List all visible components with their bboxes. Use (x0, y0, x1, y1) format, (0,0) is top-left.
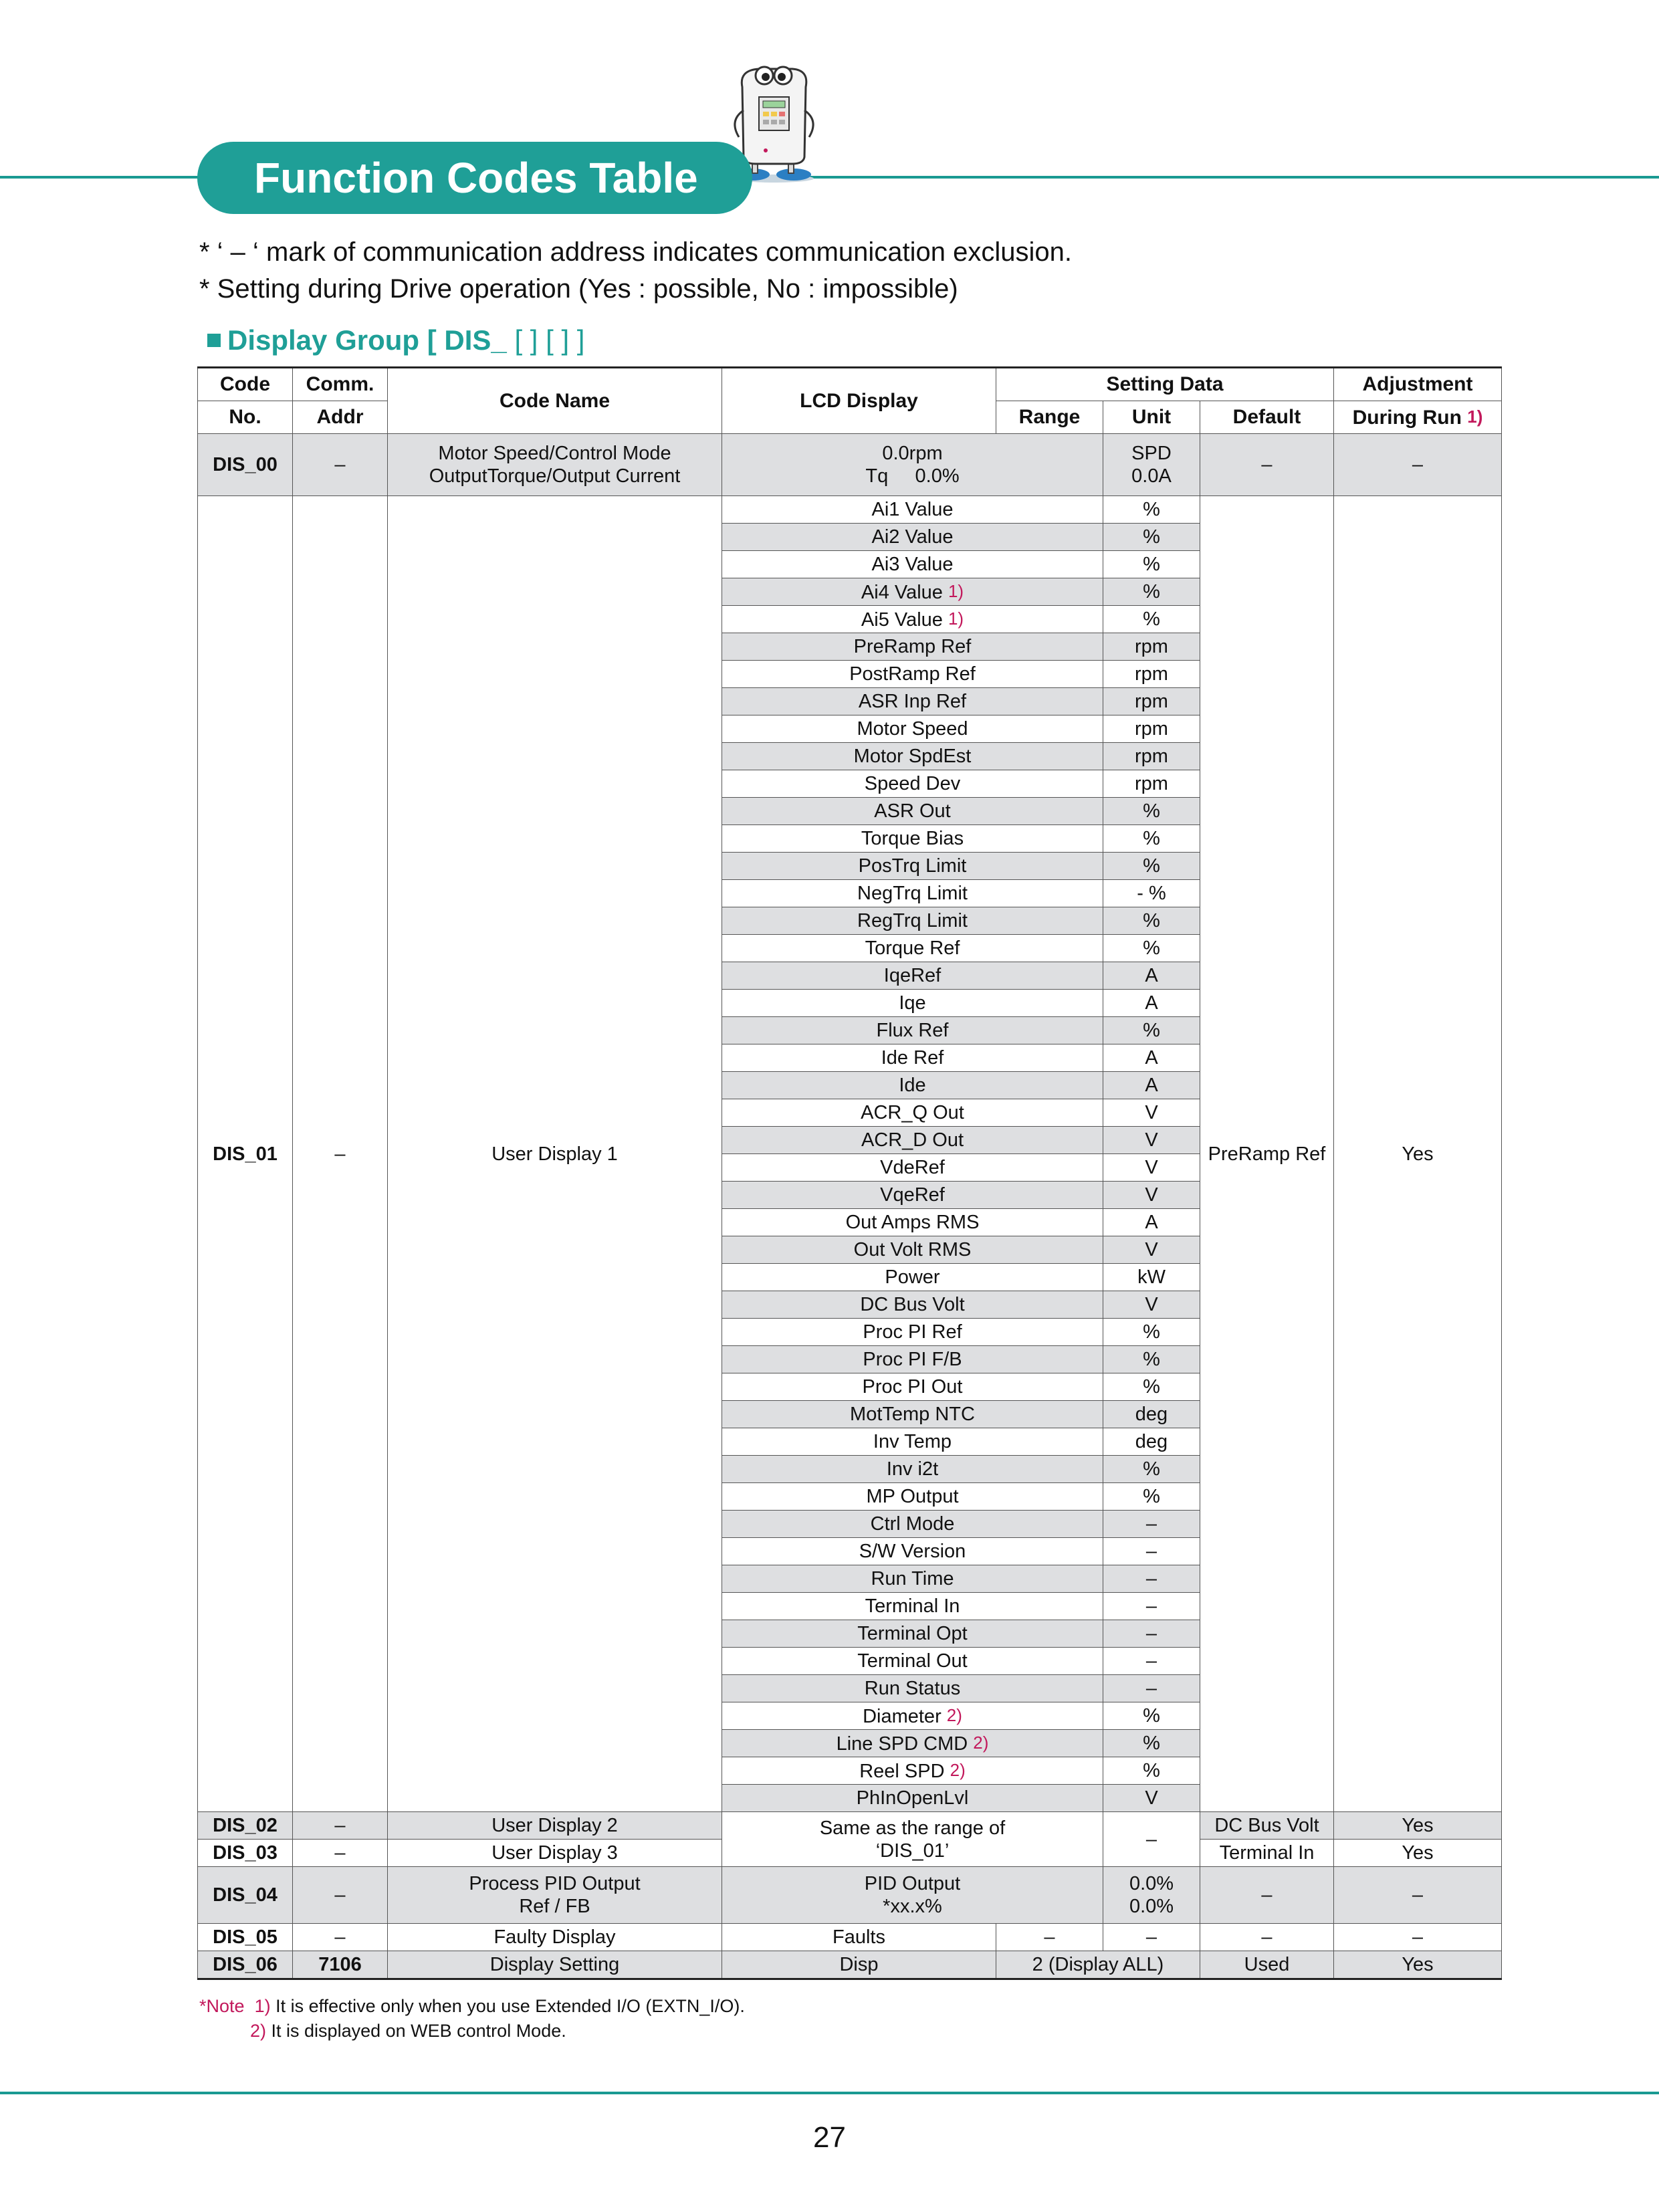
lcd-cell (722, 1785, 1103, 1812)
lcd-cell (722, 633, 1103, 661)
unit-cell: V (1103, 1182, 1200, 1209)
code-cell: DIS_01 (198, 496, 293, 1812)
lcd-text: DC Bus Volt (860, 1294, 965, 1315)
lcd-cell (722, 743, 1103, 770)
lcd-cell (722, 551, 1103, 578)
unit-cell: % (1103, 1483, 1200, 1511)
lcd-text: Terminal In (865, 1595, 960, 1617)
lcd-text: IqeRef (883, 965, 942, 986)
unit-cell: deg (1103, 1428, 1200, 1456)
lcd-text: ASR Out (874, 800, 951, 822)
header-default: Default (1200, 401, 1334, 434)
lcd-cell (722, 524, 1103, 551)
unit-cell: % (1103, 1319, 1200, 1346)
lcd-text: MotTemp NTC (850, 1404, 975, 1425)
unit-cell: % (1103, 1346, 1200, 1373)
unit-cell: A (1103, 962, 1200, 990)
bullet-square-icon (207, 334, 221, 347)
lcd-text: VqeRef (880, 1184, 945, 1206)
unit-cell: % (1103, 1730, 1200, 1757)
page-title: Function Codes Table (197, 142, 752, 214)
run-cell: – (1334, 1924, 1502, 1951)
addr-cell: – (293, 1812, 388, 1840)
unit-cell: rpm (1103, 661, 1200, 688)
default-cell: – (1200, 434, 1334, 496)
lcd-cell (722, 1017, 1103, 1044)
lcd-cell (722, 1264, 1103, 1291)
header-row-1 (198, 368, 1502, 401)
header-during-run-note: 1) (1467, 407, 1483, 427)
unit-cell: A (1103, 1209, 1200, 1236)
table-row-dis06 (198, 1951, 1502, 1979)
footnote-1-mark: 1) (254, 1996, 271, 2016)
lcd-note: 1) (948, 581, 964, 601)
lcd-cell (722, 1209, 1103, 1236)
lcd-cell (722, 1319, 1103, 1346)
header-comm: Comm. (293, 368, 388, 401)
lcd-line1: PID Output (864, 1873, 961, 1894)
lcd-cell (722, 496, 1103, 524)
lcd-text: PosTrq Limit (858, 855, 967, 877)
unit-cell: – (1103, 1620, 1200, 1648)
lcd-note: 1) (948, 609, 964, 629)
unit-line1: SPD (1131, 443, 1172, 464)
lcd-line2: *xx.x% (883, 1896, 942, 1917)
run-cell: – (1334, 434, 1502, 496)
lcd-text: Motor SpdEst (853, 746, 972, 767)
header-unit: Unit (1103, 401, 1200, 434)
group-code-tail: [ ] [ ] ] (514, 324, 585, 356)
unit-line2: 0.0A (1131, 465, 1172, 487)
lcd-text: Proc PI Out (862, 1376, 963, 1398)
lcd-cell (722, 1127, 1103, 1154)
header-during-run-label: During Run (1352, 407, 1462, 429)
lcd-cell (722, 935, 1103, 962)
unit-cell: deg (1103, 1401, 1200, 1428)
unit-cell: % (1103, 825, 1200, 853)
lcd-cell (722, 606, 1103, 633)
unit-cell: – (1103, 1538, 1200, 1565)
lcd-text: Torque Bias (861, 828, 964, 849)
unit-cell: V (1103, 1099, 1200, 1127)
lcd-text: Speed Dev (864, 773, 961, 794)
header-code-name: Code Name (388, 368, 722, 434)
default-cell: Terminal In (1200, 1840, 1334, 1867)
group-code: [ DIS_ (427, 324, 507, 356)
addr-cell: – (293, 434, 388, 496)
lcd-cell (722, 1236, 1103, 1264)
unit-cell: % (1103, 578, 1200, 606)
lcd-cell (722, 1291, 1103, 1319)
lcd-cell (722, 1702, 1103, 1730)
addr-cell: – (293, 1840, 388, 1867)
unit-cell: V (1103, 1127, 1200, 1154)
unit-cell: rpm (1103, 743, 1200, 770)
code-name-cell (388, 434, 722, 496)
lcd-cell (722, 907, 1103, 935)
unit-cell: % (1103, 1702, 1200, 1730)
lcd-cell (722, 434, 1103, 496)
addr-cell: – (293, 1867, 388, 1924)
lcd-text: VdeRef (880, 1157, 945, 1178)
lcd-cell (722, 962, 1103, 990)
function-codes-table (197, 366, 1502, 1980)
lcd-cell (722, 990, 1103, 1017)
lcd-text: Ai1 Value (871, 499, 954, 520)
footnote-label: *Note (199, 1996, 245, 2016)
table-row-dis04 (198, 1867, 1502, 1924)
lcd-cell (722, 825, 1103, 853)
unit-cell: % (1103, 1456, 1200, 1483)
lcd-line1: Same as the range of (819, 1817, 1006, 1839)
lcd-note: 2) (950, 1760, 966, 1780)
lcd-cell (722, 1099, 1103, 1127)
lcd-cell: Faults (722, 1924, 996, 1951)
header-during-run (1334, 401, 1502, 434)
lcd-cell (722, 1675, 1103, 1702)
lcd-text: Flux Ref (876, 1020, 949, 1041)
range-unit-cell: 2 (Display ALL) (996, 1951, 1200, 1979)
lcd-cell (722, 880, 1103, 907)
lcd-cell (722, 1483, 1103, 1511)
code-name-line2: Ref / FB (519, 1896, 590, 1917)
lcd-cell (722, 578, 1103, 606)
unit-cell: rpm (1103, 688, 1200, 715)
lcd-cell (722, 1538, 1103, 1565)
lcd-text: Proc PI Ref (863, 1321, 962, 1343)
default-cell: – (1200, 1924, 1334, 1951)
header-no: No. (198, 401, 293, 434)
unit-cell: A (1103, 990, 1200, 1017)
code-name-line2: OutputTorque/Output Current (429, 465, 681, 487)
lcd-text: Iqe (899, 992, 926, 1014)
header-setting-data: Setting Data (996, 368, 1334, 401)
lcd-text: Ai3 Value (871, 554, 954, 575)
code-cell: DIS_03 (198, 1840, 293, 1867)
footnotes (199, 1994, 745, 2043)
lcd-cell (722, 798, 1103, 825)
intro-notes (199, 234, 1072, 308)
lcd-text: Run Time (871, 1568, 954, 1589)
lcd-text: PostRamp Ref (849, 663, 976, 685)
footnote-2-mark: 2) (250, 2021, 267, 2041)
lcd-cell (722, 1044, 1103, 1072)
lcd-cell (722, 1565, 1103, 1593)
default-cell: – (1200, 1867, 1334, 1924)
lcd-text: ACR_D Out (861, 1129, 964, 1151)
lcd-text: Ide Ref (881, 1047, 944, 1069)
unit-cell: % (1103, 524, 1200, 551)
code-name-cell: Faulty Display (388, 1924, 722, 1951)
lcd-cell (722, 1511, 1103, 1538)
lcd-cell (722, 661, 1103, 688)
unit-cell: % (1103, 496, 1200, 524)
unit-cell: kW (1103, 1264, 1200, 1291)
addr-cell: 7106 (293, 1951, 388, 1979)
table-row-dis05 (198, 1924, 1502, 1951)
table-row-dis00 (198, 434, 1502, 496)
lcd-cell: Disp (722, 1951, 996, 1979)
unit-cell: – (1103, 1812, 1200, 1867)
lcd-text: Ide (899, 1075, 926, 1096)
lcd-note: 2) (946, 1705, 962, 1725)
lcd-cell (722, 1456, 1103, 1483)
group-label: Display Group (227, 324, 420, 356)
header-addr: Addr (293, 401, 388, 434)
unit-cell: % (1103, 907, 1200, 935)
code-name-line1: Motor Speed/Control Mode (438, 443, 671, 464)
footnote-1-text: It is effective only when you use Extended I/O (EXTN_I/O). (275, 1996, 745, 2016)
header-adjustment: Adjustment (1334, 368, 1502, 401)
lcd-text: MP Output (866, 1486, 959, 1507)
table-row-dis02 (198, 1812, 1502, 1840)
page-number: 27 (813, 2121, 846, 2154)
lcd-text: PreRamp Ref (853, 636, 972, 657)
code-cell: DIS_00 (198, 434, 293, 496)
lcd-line1: 0.0rpm (882, 443, 943, 464)
default-cell (1200, 496, 1334, 1812)
lcd-text: Ctrl Mode (870, 1513, 955, 1535)
lcd-cell (722, 853, 1103, 880)
lcd-text: Proc PI F/B (863, 1349, 962, 1370)
lcd-cell (722, 1593, 1103, 1620)
lcd-text: Ai5 Value (861, 609, 943, 631)
unit-cell: V (1103, 1785, 1200, 1812)
lcd-text: ASR Inp Ref (858, 691, 967, 712)
lcd-text: Ai4 Value (861, 582, 943, 603)
lcd-cell (722, 1620, 1103, 1648)
unit-cell: % (1103, 935, 1200, 962)
default-cell: Used (1200, 1951, 1334, 1979)
lcd-cell (722, 1072, 1103, 1099)
code-cell: DIS_04 (198, 1867, 293, 1924)
lcd-text: Out Volt RMS (853, 1239, 972, 1260)
lcd-text: Inv i2t (886, 1458, 939, 1480)
code-name-cell: User Display 1 (388, 496, 722, 1812)
footnote-1 (199, 1994, 745, 2019)
lcd-cell (722, 1428, 1103, 1456)
run-cell: Yes (1334, 1812, 1502, 1840)
lcd-text: Reel SPD (859, 1761, 945, 1782)
code-cell: DIS_05 (198, 1924, 293, 1951)
code-cell: DIS_06 (198, 1951, 293, 1979)
unit-cell: V (1103, 1236, 1200, 1264)
footnote-2-text: It is displayed on WEB control Mode. (271, 2021, 566, 2041)
unit-cell: – (1103, 1648, 1200, 1675)
run-cell: Yes (1334, 496, 1502, 1812)
run-cell: – (1334, 1867, 1502, 1924)
footer-rule (0, 2092, 1659, 2094)
header-lcd-display: LCD Display (722, 368, 996, 434)
unit-cell: % (1103, 1373, 1200, 1401)
note-drive-setting: * Setting during Drive operation (Yes : possible, No : impossible) (199, 274, 958, 304)
unit-cell: rpm (1103, 770, 1200, 798)
lcd-text: Terminal Out (857, 1650, 968, 1672)
lcd-text: NegTrq Limit (857, 883, 968, 904)
lcd-text: Line SPD CMD (836, 1733, 968, 1755)
default-cell: DC Bus Volt (1200, 1812, 1334, 1840)
lcd-text: ACR_Q Out (861, 1102, 964, 1123)
lcd-text: Motor Speed (857, 718, 968, 740)
table-body (198, 434, 1502, 1979)
lcd-cell (722, 715, 1103, 743)
code-name-cell (388, 1867, 722, 1924)
code-name-line1: Process PID Output (469, 1873, 641, 1894)
code-cell: DIS_02 (198, 1812, 293, 1840)
unit-line2: 0.0% (1129, 1896, 1174, 1917)
lcd-text: Diameter (863, 1706, 942, 1727)
unit-line1: 0.0% (1129, 1873, 1174, 1894)
lcd-cell (722, 688, 1103, 715)
unit-cell (1103, 1867, 1200, 1924)
lcd-cell (722, 770, 1103, 798)
unit-cell: – (1103, 1675, 1200, 1702)
default-text: PreRamp Ref (1208, 1143, 1326, 1165)
unit-cell: – (1103, 1924, 1200, 1951)
lcd-text: Inv Temp (873, 1431, 952, 1452)
unit-cell: V (1103, 1291, 1200, 1319)
lcd-cell (722, 1154, 1103, 1182)
unit-cell: % (1103, 551, 1200, 578)
note-comm-exclusion: * ‘ – ‘ mark of communication address indicates communication exclusion. (199, 237, 1073, 267)
lcd-line2: ‘DIS_01’ (875, 1840, 950, 1862)
unit-cell: % (1103, 606, 1200, 633)
unit-cell: % (1103, 798, 1200, 825)
lcd-text: Power (885, 1266, 940, 1288)
lcd-text: Out Amps RMS (845, 1212, 980, 1233)
lcd-text: Ai2 Value (871, 526, 954, 548)
unit-cell: rpm (1103, 715, 1200, 743)
unit-cell: – (1103, 1593, 1200, 1620)
lcd-text: S/W Version (859, 1541, 966, 1562)
lcd-cell (722, 1373, 1103, 1401)
table-row (198, 496, 1502, 524)
unit-cell: % (1103, 1017, 1200, 1044)
unit-cell: – (1103, 1511, 1200, 1538)
unit-cell: % (1103, 1757, 1200, 1785)
addr-cell: – (293, 1924, 388, 1951)
footnote-2 (199, 2019, 745, 2043)
lcd-cell (722, 1757, 1103, 1785)
lcd-note: 2) (973, 1733, 989, 1753)
unit-cell: V (1103, 1154, 1200, 1182)
header-range: Range (996, 401, 1103, 434)
code-name-cell: User Display 3 (388, 1840, 722, 1867)
lcd-cell (722, 1730, 1103, 1757)
addr-cell: – (293, 496, 388, 1812)
range-cell: – (996, 1924, 1103, 1951)
unit-cell (1103, 434, 1200, 496)
lcd-text: Run Status (864, 1678, 961, 1699)
unit-cell: A (1103, 1072, 1200, 1099)
lcd-cell (722, 1867, 1103, 1924)
run-cell: Yes (1334, 1951, 1502, 1979)
lcd-text: RegTrq Limit (857, 910, 968, 931)
code-name-cell: Display Setting (388, 1951, 722, 1979)
run-cell: Yes (1334, 1840, 1502, 1867)
lcd-cell (722, 1648, 1103, 1675)
lcd-cell (722, 1182, 1103, 1209)
group-heading (207, 324, 584, 356)
unit-cell: % (1103, 853, 1200, 880)
lcd-cell (722, 1812, 1103, 1867)
unit-cell: A (1103, 1044, 1200, 1072)
lcd-cell (722, 1401, 1103, 1428)
unit-cell: rpm (1103, 633, 1200, 661)
lcd-line2: Tq 0.0% (865, 465, 960, 487)
lcd-text: PhInOpenLvl (856, 1787, 969, 1809)
lcd-text: Terminal Opt (857, 1623, 968, 1644)
unit-cell: - % (1103, 880, 1200, 907)
lcd-cell (722, 1346, 1103, 1373)
code-name-cell: User Display 2 (388, 1812, 722, 1840)
header-code: Code (198, 368, 293, 401)
lcd-text: Torque Ref (865, 937, 960, 959)
unit-cell: – (1103, 1565, 1200, 1593)
